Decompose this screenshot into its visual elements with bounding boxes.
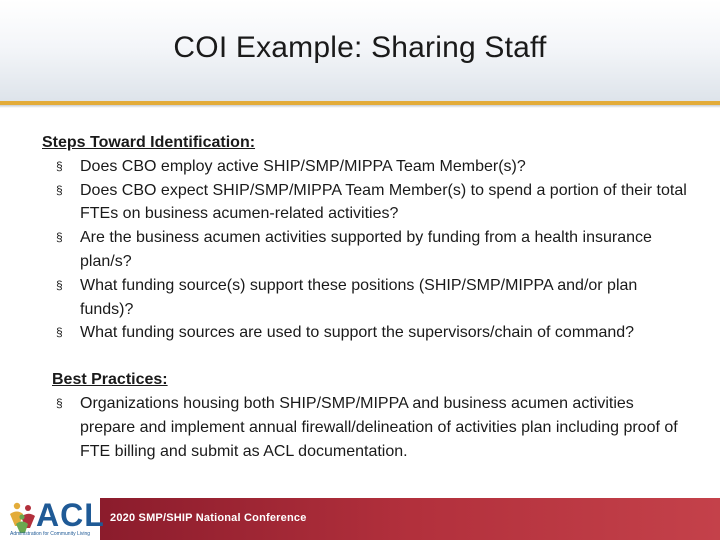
list-item [42,321,692,345]
bullet-icon: § [56,158,63,173]
list-item-text: Does CBO employ active SHIP/SMP/MIPPA Team Member(s)? [80,157,526,175]
bullet-icon: § [56,325,63,340]
slide-title: COI Example: Sharing Staff [173,31,547,64]
list-item [42,155,692,179]
list-item [42,179,692,227]
header-rule-shadow [0,105,720,108]
list-item [42,226,692,274]
conference-label: 2020 SMP/SHIP National Conference [110,512,307,524]
list-item-text: Organizations housing both SHIP/SMP/MIPPA and business acumen activities prepare and implement annual firewall/delineation of activities plan including proof of FTE billing and submit as ACL documentation. [80,394,678,460]
steps-list [42,155,692,345]
best-practices-list [52,392,692,463]
list-item-text: Are the business acumen activities supported by funding from a health insurance plan/s? [80,229,652,270]
bullet-icon: § [56,230,63,245]
bullet-icon: § [56,395,63,410]
best-practices-heading: Best Practices: [52,371,168,389]
steps-heading: Steps Toward Identification: [42,134,256,151]
list-item [42,274,692,322]
bullet-icon: § [56,182,63,197]
bullet-icon: § [56,277,63,292]
acl-logo-tagline: Administration for Community Living [10,531,91,537]
list-item [52,392,692,463]
list-item-text: What funding source(s) support these positions (SHIP/SMP/MIPPA and/or plan funds)? [80,276,638,318]
steps-section [42,131,692,345]
list-item-text: Does CBO expect SHIP/SMP/MIPPA Team Member(s) to spend a portion of their total FTEs on business acumen-related activities? [80,181,687,223]
acl-logo [6,497,105,540]
acl-figures-icon [8,500,38,534]
acl-logo-text: ACL [36,497,105,533]
list-item-text: What funding sources are used to support the supervisors/chain of command? [80,324,635,342]
slide-body [42,131,692,463]
best-practices-section [42,368,692,463]
